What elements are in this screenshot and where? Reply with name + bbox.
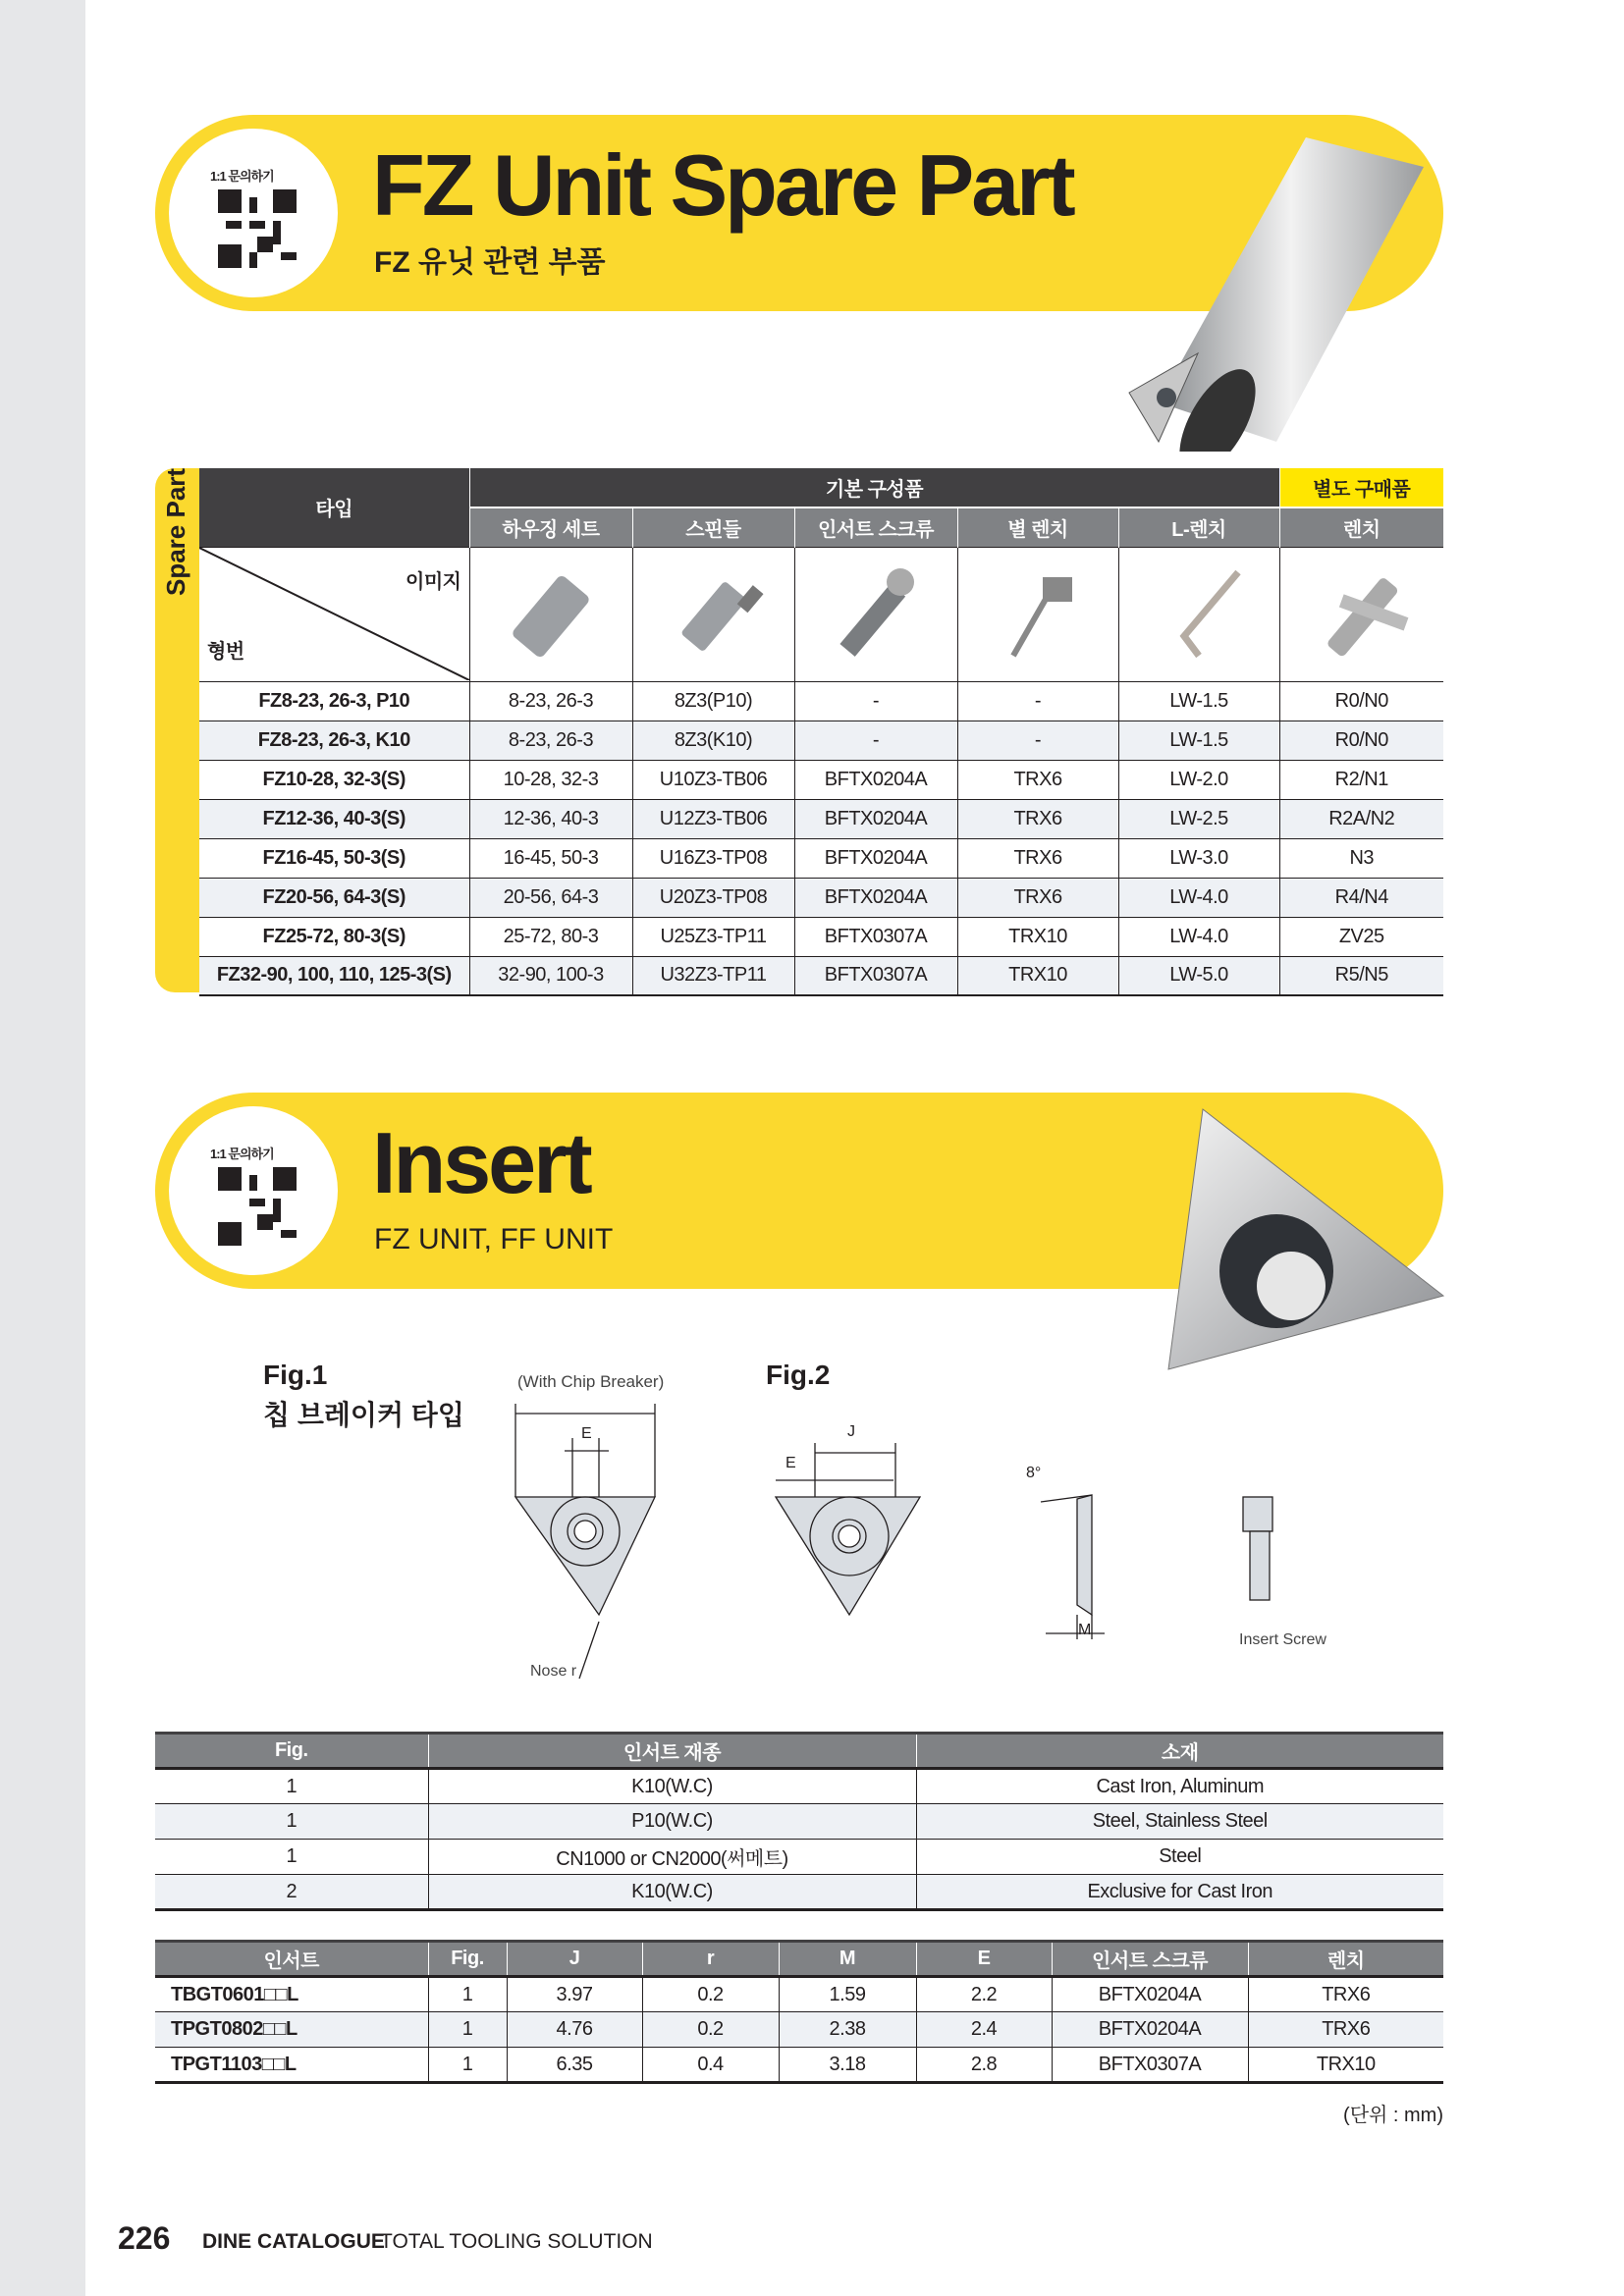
column-header: M — [779, 1942, 916, 1977]
table-row — [199, 956, 1443, 995]
spare-part-side-label — [155, 468, 199, 992]
page-subtitle: FZ 유닛 관련 부품 — [374, 246, 606, 279]
column-header: 인서트 재종 — [428, 1734, 916, 1769]
column-header: Fig. — [428, 1942, 507, 1977]
model-cell: FZ16-45, 50-3(S) — [199, 838, 469, 878]
column-header: 렌치 — [1248, 1942, 1443, 1977]
part-cell: BFTX0307A — [794, 917, 957, 956]
part-cell: U16Z3-TP08 — [632, 838, 794, 878]
part-cell: U20Z3-TP08 — [632, 878, 794, 917]
column-header: 하우징 세트 — [469, 507, 632, 547]
column-header: J — [507, 1942, 642, 1977]
part-cell: 10-28, 32-3 — [469, 760, 632, 799]
image-label: 이미지 — [406, 570, 461, 593]
part-cell: U12Z3-TB06 — [632, 799, 794, 838]
table-cell: CN1000 or CN2000(써메트) — [428, 1840, 916, 1875]
qr-label: 1:1 문의하기 — [210, 1147, 274, 1161]
insert-screw-icon — [822, 548, 930, 675]
part-cell: R0/N0 — [1279, 681, 1443, 721]
part-cell: TRX10 — [957, 956, 1118, 995]
table-cell: K10(W.C) — [428, 1875, 916, 1910]
part-number-label: 형번 — [207, 640, 244, 663]
part-cell: R4/N4 — [1279, 878, 1443, 917]
table-row — [199, 721, 1443, 760]
part-cell: 8-23, 26-3 — [469, 681, 632, 721]
part-cell: LW-3.0 — [1118, 838, 1279, 878]
table-cell: TRX10 — [1248, 2048, 1443, 2083]
table-cell: 2.38 — [779, 2012, 916, 2048]
column-header: 스핀들 — [632, 507, 794, 547]
l-wrench-image — [1118, 547, 1279, 681]
column-header: 인서트 스크류 — [794, 507, 957, 547]
footer-tagline: TOTAL TOOLING SOLUTION — [380, 2230, 653, 2253]
column-header: 소재 — [916, 1734, 1443, 1769]
part-cell: LW-1.5 — [1118, 681, 1279, 721]
table-cell: P10(W.C) — [428, 1804, 916, 1840]
table-cell: Steel — [916, 1840, 1443, 1875]
table-cell: TBGT0601□□L — [155, 1977, 428, 2012]
table-cell: TPGT1103□□L — [155, 2048, 428, 2083]
table-row — [199, 799, 1443, 838]
part-cell: LW-1.5 — [1118, 721, 1279, 760]
part-cell: TRX10 — [957, 917, 1118, 956]
side-label-text: Spare Part — [161, 467, 190, 596]
fz-unit-tool-image — [1090, 128, 1453, 452]
part-cell: U25Z3-TP11 — [632, 917, 794, 956]
part-cell: - — [794, 721, 957, 760]
part-cell: LW-4.0 — [1118, 917, 1279, 956]
part-cell: ZV25 — [1279, 917, 1443, 956]
part-cell: TRX6 — [957, 760, 1118, 799]
table-row — [199, 878, 1443, 917]
part-cell: TRX6 — [957, 878, 1118, 917]
table-row — [155, 1977, 1443, 2012]
part-cell: 20-56, 64-3 — [469, 878, 632, 917]
part-cell: 8Z3(K10) — [632, 721, 794, 760]
table-cell: Exclusive for Cast Iron — [916, 1875, 1443, 1910]
table-row — [199, 760, 1443, 799]
table-cell: Cast Iron, Aluminum — [916, 1769, 1443, 1804]
table-row — [199, 838, 1443, 878]
table-row — [155, 1840, 1443, 1875]
dim-m: M — [1078, 1622, 1092, 1638]
spindle-image — [632, 547, 794, 681]
table-cell: 0.2 — [642, 2012, 779, 2048]
insert-screw-image — [794, 547, 957, 681]
part-cell: BFTX0204A — [794, 760, 957, 799]
fig1-label: Fig.1 — [263, 1360, 328, 1390]
table-cell: TRX6 — [1248, 1977, 1443, 2012]
qr-label: 1:1 문의하기 — [210, 169, 274, 184]
page-title: FZ Unit Spare Part — [372, 136, 1073, 234]
model-cell: FZ12-36, 40-3(S) — [199, 799, 469, 838]
part-cell: R2/N1 — [1279, 760, 1443, 799]
part-cell: LW-2.5 — [1118, 799, 1279, 838]
part-cell: - — [794, 681, 957, 721]
part-cell: R0/N0 — [1279, 721, 1443, 760]
wrench-icon — [1308, 548, 1416, 675]
model-cell: FZ32-90, 100, 110, 125-3(S) — [199, 956, 469, 995]
table-cell: 1 — [155, 1804, 428, 1840]
table-cell: 0.4 — [642, 2048, 779, 2083]
header-row — [155, 1734, 1443, 1769]
qr-badge — [169, 1106, 338, 1275]
table-cell: 1 — [155, 1769, 428, 1804]
column-header: 인서트 스크류 — [1052, 1942, 1248, 1977]
table-row — [199, 917, 1443, 956]
part-cell: BFTX0307A — [794, 956, 957, 995]
table-cell: 3.18 — [779, 2048, 916, 2083]
dim-e-fig2: E — [785, 1455, 796, 1471]
table-cell: 3.97 — [507, 1977, 642, 2012]
housing-set-icon — [497, 548, 605, 675]
dim-e-fig1: E — [581, 1425, 592, 1442]
column-header: E — [916, 1942, 1052, 1977]
insert-grade-table — [155, 1732, 1443, 1911]
part-cell: TRX6 — [957, 838, 1118, 878]
table-cell: 2.8 — [916, 2048, 1052, 2083]
part-cell: 16-45, 50-3 — [469, 838, 632, 878]
page-margin-strip — [0, 0, 85, 2296]
part-cell: U10Z3-TB06 — [632, 760, 794, 799]
unit-note: (단위 : mm) — [1343, 2105, 1443, 2126]
insert-photo — [1164, 1099, 1448, 1374]
part-cell: R5/N5 — [1279, 956, 1443, 995]
table-cell: TRX6 — [1248, 2012, 1443, 2048]
part-cell: BFTX0204A — [794, 799, 957, 838]
housing-set-image — [469, 547, 632, 681]
part-cell: 32-90, 100-3 — [469, 956, 632, 995]
model-cell: FZ10-28, 32-3(S) — [199, 760, 469, 799]
wrench-image — [1279, 547, 1443, 681]
insert-subtitle: FZ UNIT, FF UNIT — [374, 1223, 614, 1255]
page-number: 226 — [118, 2220, 171, 2256]
column-header: Fig. — [155, 1734, 428, 1769]
qr-code-icon[interactable] — [218, 1167, 297, 1246]
table-cell: 1 — [155, 1840, 428, 1875]
part-cell: BFTX0204A — [794, 838, 957, 878]
table-row — [155, 1804, 1443, 1840]
star-wrench-image — [957, 547, 1118, 681]
model-cell: FZ20-56, 64-3(S) — [199, 878, 469, 917]
part-cell: N3 — [1279, 838, 1443, 878]
table-cell: 0.2 — [642, 1977, 779, 2012]
star-wrench-icon — [984, 548, 1092, 675]
model-cell: FZ8-23, 26-3, K10 — [199, 721, 469, 760]
table-cell: 1 — [428, 2012, 507, 2048]
table-cell: 1 — [428, 2048, 507, 2083]
table-cell: 1 — [428, 1977, 507, 2012]
footer-brand: DINE CATALOGUE — [202, 2230, 385, 2253]
model-cell: FZ25-72, 80-3(S) — [199, 917, 469, 956]
fig2-label: Fig.2 — [766, 1360, 831, 1390]
part-cell: R2A/N2 — [1279, 799, 1443, 838]
column-header: r — [642, 1942, 779, 1977]
separate-purchase-header: 별도 구매품 — [1279, 468, 1443, 507]
part-cell: - — [957, 681, 1118, 721]
part-cell: BFTX0204A — [794, 878, 957, 917]
image-partno-label-cell — [199, 547, 469, 681]
type-header: 타입 — [199, 468, 469, 547]
table-cell: 2.4 — [916, 2012, 1052, 2048]
insert-dimension-table — [155, 1940, 1443, 2084]
part-cell: LW-4.0 — [1118, 878, 1279, 917]
table-cell: 1.59 — [779, 1977, 916, 2012]
insert-screw-label: Insert Screw — [1239, 1631, 1326, 1648]
part-cell: 12-36, 40-3 — [469, 799, 632, 838]
spare-part-table — [199, 468, 1443, 996]
l-wrench-icon — [1145, 548, 1253, 675]
qr-badge — [169, 129, 338, 297]
column-header: 인서트 — [155, 1942, 428, 1977]
table-row — [155, 2048, 1443, 2083]
table-row — [155, 1875, 1443, 1910]
table-cell: 6.35 — [507, 2048, 642, 2083]
table-cell: 2 — [155, 1875, 428, 1910]
part-cell: 8-23, 26-3 — [469, 721, 632, 760]
table-cell: BFTX0204A — [1052, 1977, 1248, 2012]
qr-code-icon[interactable] — [218, 189, 297, 268]
table-cell: Steel, Stainless Steel — [916, 1804, 1443, 1840]
table-row — [199, 681, 1443, 721]
insert-title: Insert — [372, 1114, 590, 1211]
header-row — [155, 1942, 1443, 1977]
table-cell: BFTX0307A — [1052, 2048, 1248, 2083]
spindle-icon — [660, 548, 768, 675]
basic-components-header: 기본 구성품 — [469, 468, 1279, 507]
part-cell: 25-72, 80-3 — [469, 917, 632, 956]
chip-breaker-note: (With Chip Breaker) — [517, 1372, 665, 1391]
table-row — [155, 2012, 1443, 2048]
part-cell: TRX6 — [957, 799, 1118, 838]
table-cell: TPGT0802□□L — [155, 2012, 428, 2048]
part-cell: LW-5.0 — [1118, 956, 1279, 995]
fig1-subtitle: 칩 브레이커 타입 — [263, 1400, 464, 1430]
part-cell: U32Z3-TP11 — [632, 956, 794, 995]
column-header: L-렌치 — [1118, 507, 1279, 547]
relief-angle-label: 8° — [1026, 1465, 1042, 1481]
table-row — [155, 1769, 1443, 1804]
part-cell: - — [957, 721, 1118, 760]
column-header: 렌치 — [1279, 507, 1443, 547]
dim-j: J — [847, 1423, 855, 1440]
model-cell: FZ8-23, 26-3, P10 — [199, 681, 469, 721]
table-cell: 4.76 — [507, 2012, 642, 2048]
nose-radius-label: Nose r — [530, 1663, 577, 1680]
part-cell: LW-2.0 — [1118, 760, 1279, 799]
table-cell: BFTX0204A — [1052, 2012, 1248, 2048]
table-cell: K10(W.C) — [428, 1769, 916, 1804]
part-cell: 8Z3(P10) — [632, 681, 794, 721]
column-header: 별 렌치 — [957, 507, 1118, 547]
table-cell: 2.2 — [916, 1977, 1052, 2012]
